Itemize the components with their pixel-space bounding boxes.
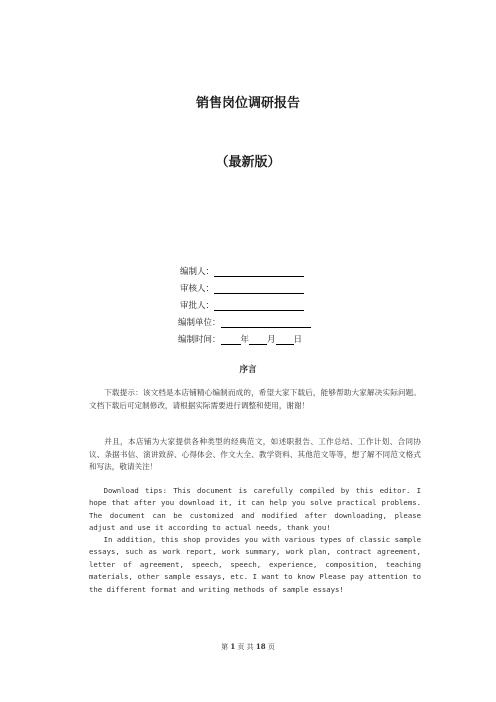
unit-blank bbox=[221, 318, 311, 328]
preface-title: 序言 bbox=[239, 365, 257, 375]
footer-page-number: 1 bbox=[230, 642, 236, 651]
unit-label: 编制单位： bbox=[178, 318, 221, 328]
reviewer-label: 审核人： bbox=[180, 284, 215, 294]
month-blank bbox=[249, 335, 267, 345]
preface-paragraph-2: 并且，本店铺为大家提供各种类型的经典范文，如述职报告、工作总结、工作计划、合同协议、条据书信、演讲致辞、心得体会、作文大全、教学资料、其他范文等等，想了解不同范文格式和写法，敬请关注！ bbox=[89, 437, 421, 472]
year-blank bbox=[221, 335, 241, 345]
approver-blank bbox=[214, 301, 304, 311]
footer-prefix: 第 bbox=[221, 643, 229, 651]
page-footer bbox=[0, 642, 496, 652]
document-subtitle: （最新版） bbox=[215, 155, 281, 170]
year-label: 年 bbox=[240, 335, 250, 345]
editor-label: 编制人： bbox=[180, 267, 215, 277]
editor-field bbox=[180, 267, 304, 277]
footer-suffix: 页 bbox=[267, 643, 275, 651]
time-field bbox=[178, 335, 302, 345]
time-label: 编制时间： bbox=[178, 335, 221, 345]
unit-field bbox=[178, 318, 311, 328]
editor-blank bbox=[214, 267, 304, 277]
document-title: 销售岗位调研报告 bbox=[195, 96, 300, 111]
month-label: 月 bbox=[267, 335, 276, 345]
preface-paragraph-4: In addition, this shop provides you with various types of classic sample essays, such as work report, work summary, work plan, contract agreement, letter of agreement, speech, speech, experience, composition, teaching materials, other sample essays, etc. I want to know Please pay attention to the different format and writing methods of sample essays! bbox=[89, 535, 421, 594]
approver-field bbox=[180, 301, 304, 311]
preface-paragraph-3: Download tips: This document is carefully compiled by this editor. I hope that after you download it, it can help you solve practical problems. The document can be customized and modified after downloading, please adjust and use it according to actual needs, thank you! bbox=[89, 486, 421, 533]
approver-label: 审批人： bbox=[180, 301, 215, 311]
footer-total-pages: 18 bbox=[255, 642, 266, 651]
day-blank bbox=[276, 335, 294, 345]
footer-middle: 页 共 bbox=[237, 643, 254, 651]
day-label: 日 bbox=[293, 335, 303, 345]
preface-paragraph-1: 下载提示：该文档是本店铺精心编制而成的，希望大家下载后，能够帮助大家解决实际问题。文档下载后可定制修改，请根据实际需要进行调整和使用，谢谢！ bbox=[89, 388, 421, 410]
reviewer-field bbox=[180, 284, 304, 294]
reviewer-blank bbox=[214, 284, 304, 294]
